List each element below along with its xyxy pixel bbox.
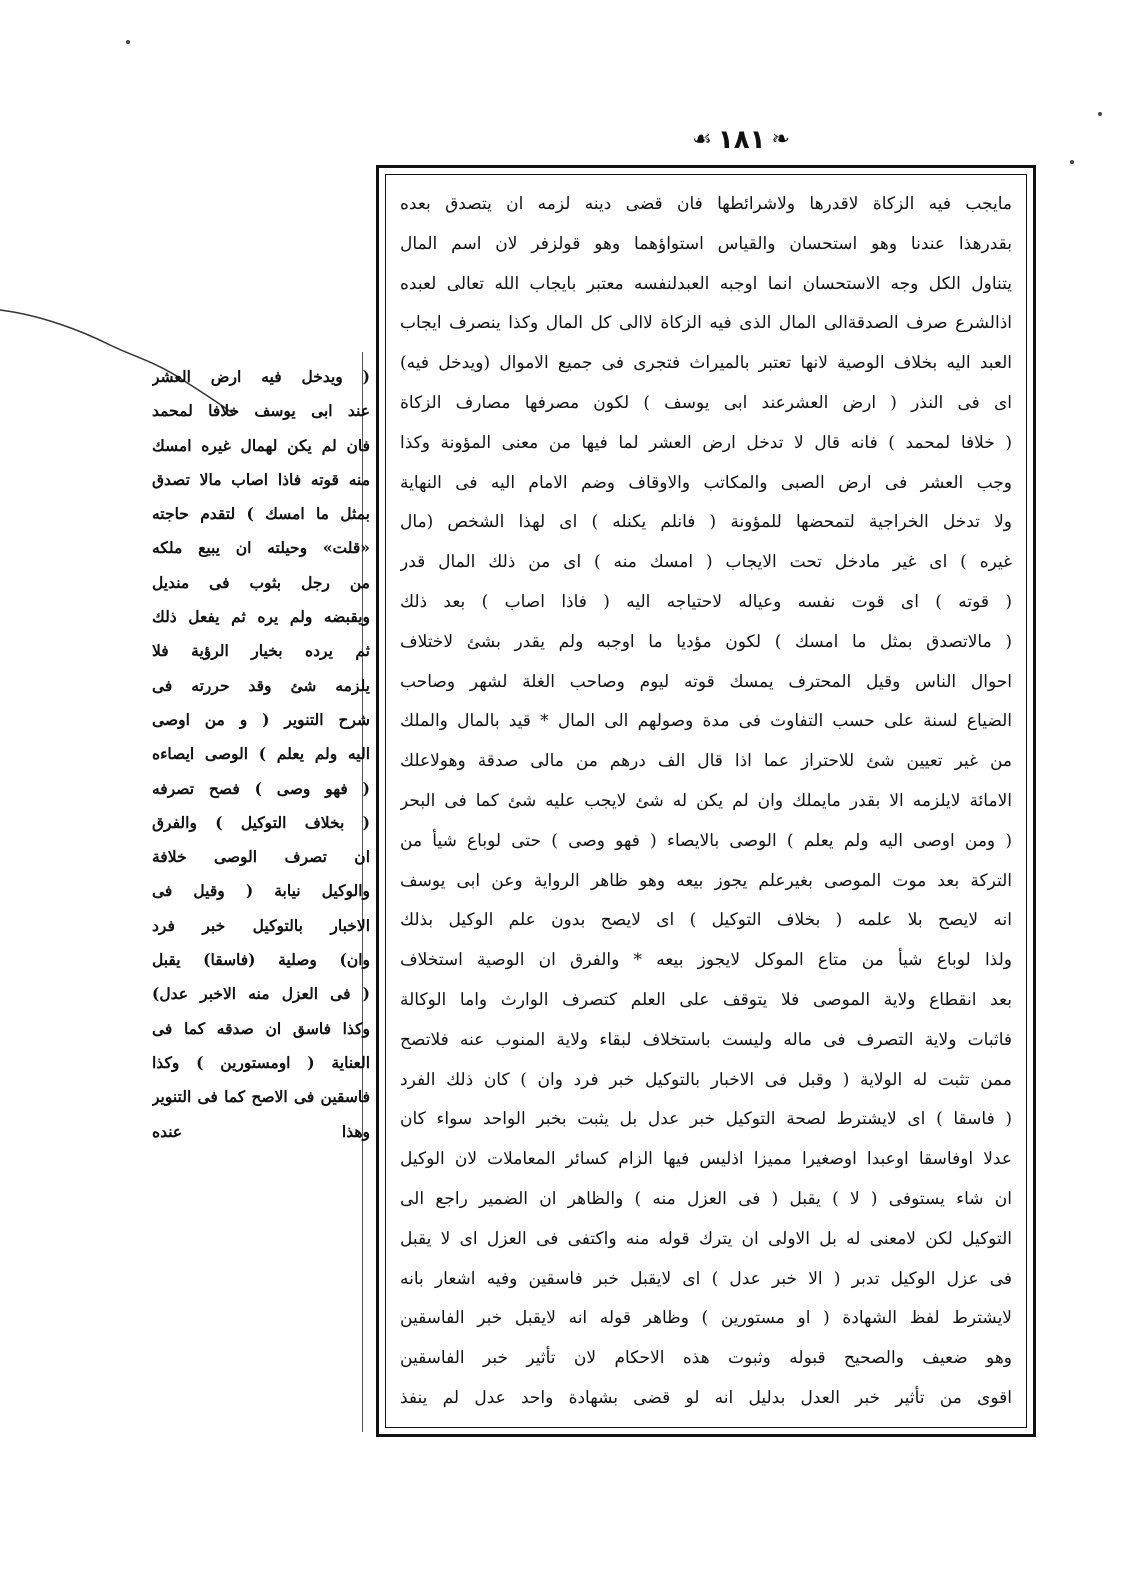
main-text-line: فى عزل الوكيل تدبر ( الا خبر عدل ) اى لايقبل خبر فاسقين وفيه اشعار بانه [400, 1268, 1012, 1289]
margin-line: فاسقين فى الاصح كما فى التنوير [152, 1087, 370, 1107]
margin-line: منه قوته فاذا اصاب مالا تصدق [152, 469, 370, 489]
main-text-line: احوال الناس وقيل المحترف يمسك قوته ليوم وصاحب الغلة لشهر وصاحب [400, 671, 1012, 692]
margin-line: والوكيل نيابة ( وقيل فى [152, 881, 370, 901]
main-text-line: فاثبات ولاية التصرف فى ماله وليست باستخلاف لبقاء ولاية المنوب عنه فلاتصح [400, 1029, 1012, 1050]
margin-line: يلزمه شئ وقد حررته فى [152, 675, 370, 695]
margin-line: ويقبضه ولم يره ثم يفعل ذلك [152, 607, 370, 627]
margin-line: شرح التنوير ( و من اوصى [152, 709, 370, 729]
main-text-line: اذالشرع صرف الصدقةالى المال الذى فيه الزكاة لاالى كل المال وكذا ينصرف ايجاب [400, 313, 1012, 334]
margin-line: ( فهو وصى ) فصح تصرفه [152, 778, 370, 798]
main-text-line: ولا تدخل الخراجية لتمحضها للمؤونة ( فانلم يكنله ) اى لهذا الشخص (مال [400, 512, 1012, 533]
main-text-line: ( قوته ) اى قوت نفسه وعياله لاحتياجه اليه ( فاذا اصاب ) بعد ذلك [400, 591, 1012, 612]
main-text-line: العبد اليه بخلاف الوصية لانها تعتبر بالميراث فتجرى فى جميع الاموال (ويدخل فيه) [400, 353, 1012, 374]
main-text-line: لايشترط لفظ الشهادة ( او مستورين ) وظاهر قوله انه لايقبل خبر الفاسقين [400, 1308, 1012, 1329]
main-text-line: وهو ضعيف والصحيح قبوله وثبوت هذه الاحكام لان تأثير خبر الفاسقين [400, 1348, 1012, 1369]
main-text-line: بعد انقطاع ولاية الموصى فلا يتوقف على العلم كتصرف الوارث واما الوكالة [400, 989, 1012, 1010]
ornament-left-icon: ❧ [771, 127, 790, 152]
main-text-line: يتناول الكل وجه الاستحسان انما اوجبه العبدلنفسه معتبر بايجاب الله تعالى لعبده [400, 273, 1012, 294]
main-text-line: ممن تثبت له الولاية ( وقبل فى الاخبار بالتوكيل خبر فرد وان ) كان ذلك الفرد [400, 1069, 1012, 1090]
main-text-line: اى فى النذر ( ارض العشرعند ابى يوسف ) لكون مصرفها مصارف الزكاة [400, 392, 1012, 413]
main-text-line: ولذا لوباع شيأ من متاع الموكل لايجوز بيعه * والفرق ان الوصية استخلاف [400, 950, 1012, 971]
margin-line: وهذا عنده [152, 1121, 370, 1141]
margin-line: فان لم يكن لهمال غيره امسك [152, 435, 370, 455]
main-text-line: الامائة لايلزمه الا بقدر مايملك وان لم يكن له شئ لايجب عليه شئ كما فى البحر [400, 790, 1012, 811]
margin-line: ثم يرده بخيار الرؤية فلا [152, 641, 370, 661]
main-text-line: ان شاء يستوفى ( لا ) يقبل ( فى العزل منه ) والظاهر ان الضمير راجع الى [400, 1188, 1012, 1209]
margin-line: ( بخلاف التوكيل ) والفرق [152, 812, 370, 832]
main-text-line: اقوى من تأثير خبر العدل بدليل انه لو قضى بشهادة واحد عدل لم ينفذ [400, 1387, 1012, 1408]
main-text-line: من غير تعيين شئ للاحتراز عما اذا قال الف درهم من مالى صدقة وهولاعلك [400, 751, 1012, 772]
ornament-right-icon: ☙ [692, 127, 712, 152]
main-text-line: غيره ) اى غير مادخل تحت الايجاب ( امسك منه ) اى من ذلك المال قدر [400, 552, 1012, 573]
main-text-frame [376, 165, 1036, 1437]
margin-line: عند ابى يوسف خلافا لمحمد [152, 401, 370, 421]
margin-line: بمثل ما امسك ) لتقدم حاجته [152, 504, 370, 524]
main-text-inner-border [385, 174, 1027, 1428]
main-text-line: وجب العشر فى ارض الصبى والمكاتب والاوقاف وضم الامام اليه فى النهاية [400, 472, 1012, 493]
main-text-line: ( مالاتصدق بمثل ما امسك ) لكون مؤديا ما اوجبه ولم يقدر بشئ لاختلاف [400, 631, 1012, 652]
margin-line: ( فى العزل منه الاخبر عدل) [152, 984, 370, 1004]
paper-speck [1070, 160, 1074, 164]
main-text-line: التوكيل لكن لامعنى له بل الاولى ان يترك قوله منه واكتفى فى العزل اى لا يقبل [400, 1228, 1012, 1249]
main-text-line: ( فاسقا ) اى لايشترط لصحة التوكيل خبر عدل بل يثبت بخبر الواحد سواء كان [400, 1109, 1012, 1130]
main-text-line: مايجب فيه الزكاة لاقدرها ولاشرائطها فان قضى دينه لزمه ان يتصدق بعده [400, 194, 1012, 214]
main-text-line: بقدرهذا عندنا وهو استحسان والقياس استواؤهما وهو قولزفر لان اسم المال [400, 233, 1012, 254]
margin-line: وان) وصلية (فاسقا) يقبل [152, 950, 370, 970]
margin-line: الاخبار بالتوكيل خبر فرد [152, 915, 370, 935]
margin-line: اليه ولم يعلم ) الوصى ايصاءه [152, 744, 370, 764]
margin-commentary [152, 360, 370, 1149]
margin-line: وكذا فاسق ان صدقه كما فى [152, 1018, 370, 1038]
page-number: ١٨١ [717, 125, 766, 155]
paper-speck [1098, 112, 1102, 116]
main-text-line: ( ومن اوصى اليه ولم يعلم ) الوصى بالايصاء ( فهو وصى ) حتى لوباع شيأ من [400, 830, 1012, 851]
main-text-line: الضياع لسنة على حسب التفاوت فى مدة وصولهم الى المال * قيد بالمال والملك [400, 711, 1012, 732]
main-text-line: ( خلافا لمحمد ) فانه قال لا تدخل ارض العشر لما فيها من معنى المؤونة وكذا [400, 432, 1012, 453]
page-header [676, 120, 806, 160]
main-text-line: عدلا اوفاسقا اوعبدا اوصغيرا مميزا اذليس فيها الزام كسائر المعاملات لان الوكيل [400, 1149, 1012, 1170]
main-text-line: انه لايصح بلا علمه ( بخلاف التوكيل ) اى لايصح بدون علم الوكيل بذلك [400, 910, 1012, 931]
margin-line: «قلت» وحيلته ان يبيع ملكه [152, 538, 370, 558]
margin-line: ان تصرف الوصى خلافة [152, 847, 370, 867]
paper-speck [126, 40, 130, 44]
margin-line: ( ويدخل فيه ارض العشر [152, 367, 370, 386]
margin-line: العناية ( اومستورين ) وكذا [152, 1052, 370, 1072]
main-text-body [400, 185, 1012, 1417]
margin-line: من رجل بثوب فى منديل [152, 572, 370, 592]
main-text-line: التركة بعد موت الموصى بغيرعلم يجوز بيعه وهو ظاهر الرواية وعن ابى يوسف [400, 870, 1012, 891]
